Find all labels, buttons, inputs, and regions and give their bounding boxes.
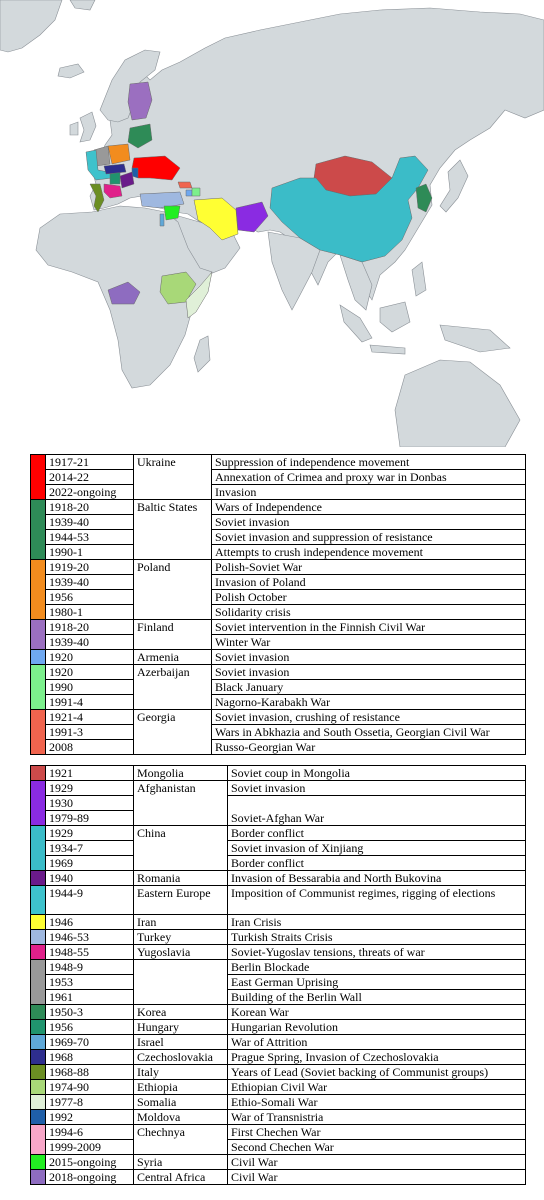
event-cell: Soviet invasion (228, 781, 526, 796)
period-cell: 2014-22 (46, 470, 134, 485)
country-cell: Ethiopia (134, 1080, 228, 1095)
country-cell (134, 975, 228, 990)
table-row (31, 1035, 526, 1050)
table-row (31, 796, 526, 811)
period-cell: 1968-88 (46, 1065, 134, 1080)
color-swatch (31, 1095, 46, 1110)
period-cell: 1977-8 (46, 1095, 134, 1110)
event-cell: Berlin Blockade (228, 960, 526, 975)
table-row (31, 826, 526, 841)
period-cell: 2015-ongoing (46, 1155, 134, 1170)
color-swatch (31, 871, 46, 886)
period-cell: 1974-90 (46, 1080, 134, 1095)
color-swatch (31, 1125, 46, 1140)
event-cell: Soviet-Yugoslav tensions, threats of war (228, 945, 526, 960)
country-cell: Czechoslovakia (134, 1050, 228, 1065)
period-cell: 1944-9 (46, 886, 134, 915)
country-cell (134, 695, 212, 710)
table-row (31, 620, 526, 635)
color-swatch (31, 1035, 46, 1050)
country-cell: Finland (134, 620, 212, 635)
country-cell (134, 725, 212, 740)
period-cell: 1934-7 (46, 841, 134, 856)
event-cell: Ethio-Somali War (228, 1095, 526, 1110)
period-cell: 1918-20 (46, 620, 134, 635)
country-cell (134, 811, 228, 826)
color-swatch (31, 725, 46, 740)
table-row (31, 515, 526, 530)
table-row (31, 1005, 526, 1020)
period-cell: 2022-ongoing (46, 485, 134, 500)
table-row (31, 886, 526, 915)
table-row (31, 1065, 526, 1080)
color-swatch (31, 826, 46, 841)
table-row (31, 930, 526, 945)
event-cell: Russo-Georgian War (212, 740, 526, 755)
event-cell: East German Uprising (228, 975, 526, 990)
table-row (31, 500, 526, 515)
country-cell: Korea (134, 1005, 228, 1020)
country-cell (134, 635, 212, 650)
country-cell (134, 470, 212, 485)
event-cell: Prague Spring, Invasion of Czechoslovakia (228, 1050, 526, 1065)
table-row (31, 1020, 526, 1035)
table-row (31, 1125, 526, 1140)
country-cell: Azerbaijan (134, 665, 212, 680)
period-cell: 1999-2009 (46, 1140, 134, 1155)
czechoslovakia-region (104, 164, 126, 174)
color-swatch (31, 1155, 46, 1170)
event-cell: Winter War (212, 635, 526, 650)
event-cell: Iran Crisis (228, 915, 526, 930)
color-swatch (31, 650, 46, 665)
country-cell (134, 545, 212, 560)
color-swatch (31, 930, 46, 945)
table-row (31, 1080, 526, 1095)
table-row (31, 560, 526, 575)
period-cell: 1994-6 (46, 1125, 134, 1140)
country-cell (134, 530, 212, 545)
period-cell: 1990 (46, 680, 134, 695)
color-swatch (31, 575, 46, 590)
color-swatch (31, 945, 46, 960)
event-cell: Civil War (228, 1155, 526, 1170)
country-cell (134, 960, 228, 975)
color-swatch (31, 635, 46, 650)
color-swatch (31, 975, 46, 990)
color-swatch (31, 781, 46, 796)
period-cell: 1946-53 (46, 930, 134, 945)
color-swatch (31, 1080, 46, 1095)
period-cell: 1940 (46, 871, 134, 886)
country-cell: Baltic States (134, 500, 212, 515)
country-cell: Italy (134, 1065, 228, 1080)
period-cell: 1992 (46, 1110, 134, 1125)
table-row (31, 590, 526, 605)
period-cell: 1921-4 (46, 710, 134, 725)
israel-region (160, 214, 164, 226)
period-cell: 1991-4 (46, 695, 134, 710)
table-row (31, 470, 526, 485)
period-cell: 1991-3 (46, 725, 134, 740)
azerbaijan-region (192, 188, 200, 196)
event-cell: Soviet invasion (212, 650, 526, 665)
table-row (31, 975, 526, 990)
event-cell: Ethiopian Civil War (228, 1080, 526, 1095)
period-cell: 1919-20 (46, 560, 134, 575)
table-row (31, 485, 526, 500)
table-row (31, 545, 526, 560)
country-cell: Turkey (134, 930, 228, 945)
event-cell: Hungarian Revolution (228, 1020, 526, 1035)
period-cell: 1969-70 (46, 1035, 134, 1050)
table-row (31, 455, 526, 470)
period-cell: 1950-3 (46, 1005, 134, 1020)
color-swatch (31, 590, 46, 605)
period-cell: 2018-ongoing (46, 1170, 134, 1185)
period-cell: 1929 (46, 781, 134, 796)
color-swatch (31, 811, 46, 826)
color-swatch (31, 990, 46, 1005)
table-row (31, 575, 526, 590)
period-cell: 1968 (46, 1050, 134, 1065)
country-cell (134, 515, 212, 530)
event-cell: War of Attrition (228, 1035, 526, 1050)
table-row (31, 710, 526, 725)
country-cell (134, 590, 212, 605)
period-cell: 1980-1 (46, 605, 134, 620)
event-cell: Second Chechen War (228, 1140, 526, 1155)
period-cell: 1929 (46, 826, 134, 841)
color-swatch (31, 710, 46, 725)
period-cell: 1961 (46, 990, 134, 1005)
event-cell: Invasion of Bessarabia and North Bukovina (228, 871, 526, 886)
country-cell: China (134, 826, 228, 841)
period-cell: 1956 (46, 1020, 134, 1035)
event-cell: Polish-Soviet War (212, 560, 526, 575)
color-swatch (31, 1020, 46, 1035)
color-swatch (31, 500, 46, 515)
color-swatch (31, 470, 46, 485)
event-cell: Wars of Independence (212, 500, 526, 515)
event-cell: Solidarity crisis (212, 605, 526, 620)
event-cell: Nagorno-Karabakh War (212, 695, 526, 710)
event-cell: Korean War (228, 1005, 526, 1020)
table-row (31, 960, 526, 975)
event-cell (228, 796, 526, 811)
color-swatch (31, 620, 46, 635)
table-row (31, 695, 526, 710)
period-cell: 1953 (46, 975, 134, 990)
color-swatch (31, 886, 46, 915)
table-row (31, 990, 526, 1005)
table-row (31, 1110, 526, 1125)
table-row (31, 915, 526, 930)
event-cell: Soviet-Afghan War (228, 811, 526, 826)
period-cell: 1956 (46, 590, 134, 605)
event-cell: Polish October (212, 590, 526, 605)
color-swatch (31, 695, 46, 710)
table-row (31, 945, 526, 960)
color-swatch (31, 1005, 46, 1020)
table-row (31, 811, 526, 826)
event-cell: Building of the Berlin Wall (228, 990, 526, 1005)
period-cell: 1939-40 (46, 575, 134, 590)
country-cell (134, 740, 212, 755)
country-cell: Yugoslavia (134, 945, 228, 960)
color-swatch (31, 530, 46, 545)
event-cell: Civil War (228, 1170, 526, 1185)
event-cell: War of Transnistria (228, 1110, 526, 1125)
country-cell: Chechnya (134, 1125, 228, 1140)
event-cell: Soviet invasion (212, 665, 526, 680)
color-swatch (31, 915, 46, 930)
country-cell: Moldova (134, 1110, 228, 1125)
table-row (31, 1140, 526, 1155)
georgia-region (178, 182, 192, 188)
event-cell: Turkish Straits Crisis (228, 930, 526, 945)
color-swatch (31, 1170, 46, 1185)
event-cell: Border conflict (228, 826, 526, 841)
period-cell: 1939-40 (46, 635, 134, 650)
table-row (31, 871, 526, 886)
country-cell (134, 680, 212, 695)
event-cell: Soviet invasion (212, 515, 526, 530)
event-cell: Soviet invasion and suppression of resistance (212, 530, 526, 545)
color-swatch (31, 841, 46, 856)
color-swatch (31, 515, 46, 530)
color-swatch (31, 740, 46, 755)
country-cell: Armenia (134, 650, 212, 665)
period-cell: 1944-53 (46, 530, 134, 545)
period-cell: 1921 (46, 766, 134, 781)
event-cell: Border conflict (228, 856, 526, 871)
country-cell: Georgia (134, 710, 212, 725)
conflict-table-wider-world (30, 765, 526, 1185)
period-cell: 1917-21 (46, 455, 134, 470)
event-cell: Invasion (212, 485, 526, 500)
period-cell: 1918-20 (46, 500, 134, 515)
table-row (31, 740, 526, 755)
country-cell: Somalia (134, 1095, 228, 1110)
table-row (31, 650, 526, 665)
color-swatch (31, 1065, 46, 1080)
table-row (31, 1155, 526, 1170)
country-cell (134, 575, 212, 590)
event-cell: Black January (212, 680, 526, 695)
country-cell: Mongolia (134, 766, 228, 781)
table-row (31, 781, 526, 796)
event-cell: Soviet intervention in the Finnish Civil War (212, 620, 526, 635)
armenia-region (186, 190, 192, 196)
color-swatch (31, 680, 46, 695)
event-cell: Wars in Abkhazia and South Ossetia, Georgian Civil War (212, 725, 526, 740)
color-swatch (31, 455, 46, 470)
period-cell: 1939-40 (46, 515, 134, 530)
syria-region (164, 206, 180, 220)
country-cell: Eastern Europe (134, 886, 228, 915)
country-cell (134, 1140, 228, 1155)
period-cell: 1946 (46, 915, 134, 930)
period-cell: 2008 (46, 740, 134, 755)
period-cell: 1948-9 (46, 960, 134, 975)
event-cell: Soviet invasion, crushing of resistance (212, 710, 526, 725)
color-swatch (31, 796, 46, 811)
table-row (31, 725, 526, 740)
country-cell (134, 485, 212, 500)
event-cell: Attempts to crush independence movement (212, 545, 526, 560)
period-cell: 1920 (46, 665, 134, 680)
country-cell (134, 796, 228, 811)
color-swatch (31, 856, 46, 871)
country-cell: Hungary (134, 1020, 228, 1035)
color-swatch (31, 960, 46, 975)
country-cell: Central Africa (134, 1170, 228, 1185)
country-cell: Poland (134, 560, 212, 575)
event-cell: Imposition of Communist regimes, rigging of elections (228, 886, 526, 915)
color-swatch (31, 545, 46, 560)
country-cell: Ukraine (134, 455, 212, 470)
table-row (31, 841, 526, 856)
event-cell: Soviet coup in Mongolia (228, 766, 526, 781)
country-cell: Israel (134, 1035, 228, 1050)
country-cell: Syria (134, 1155, 228, 1170)
hungary-region (110, 172, 120, 184)
table-row (31, 605, 526, 620)
world-map (0, 0, 544, 447)
country-cell: Iran (134, 915, 228, 930)
event-cell: Annexation of Crimea and proxy war in Donbas (212, 470, 526, 485)
period-cell: 1948-55 (46, 945, 134, 960)
country-cell: Romania (134, 871, 228, 886)
color-swatch (31, 766, 46, 781)
table-row (31, 680, 526, 695)
conflict-table-soviet-neighbors (30, 454, 526, 755)
color-swatch (31, 605, 46, 620)
table-row (31, 856, 526, 871)
period-cell: 1969 (46, 856, 134, 871)
country-cell (134, 605, 212, 620)
country-cell (134, 856, 228, 871)
table-row (31, 530, 526, 545)
country-cell: Afghanistan (134, 781, 228, 796)
event-cell: First Chechen War (228, 1125, 526, 1140)
period-cell: 1979-89 (46, 811, 134, 826)
table-row (31, 665, 526, 680)
event-cell: Years of Lead (Soviet backing of Communist groups) (228, 1065, 526, 1080)
color-swatch (31, 1110, 46, 1125)
table-row (31, 1050, 526, 1065)
color-swatch (31, 665, 46, 680)
country-cell (134, 841, 228, 856)
table-row (31, 1095, 526, 1110)
table-row (31, 1170, 526, 1185)
color-swatch (31, 560, 46, 575)
table-row (31, 635, 526, 650)
color-swatch (31, 1050, 46, 1065)
period-cell: 1990-1 (46, 545, 134, 560)
event-cell: Suppression of independence movement (212, 455, 526, 470)
period-cell: 1920 (46, 650, 134, 665)
country-cell (134, 990, 228, 1005)
color-swatch (31, 485, 46, 500)
table-row (31, 766, 526, 781)
event-cell: Soviet invasion of Xinjiang (228, 841, 526, 856)
event-cell: Invasion of Poland (212, 575, 526, 590)
period-cell: 1930 (46, 796, 134, 811)
color-swatch (31, 1140, 46, 1155)
